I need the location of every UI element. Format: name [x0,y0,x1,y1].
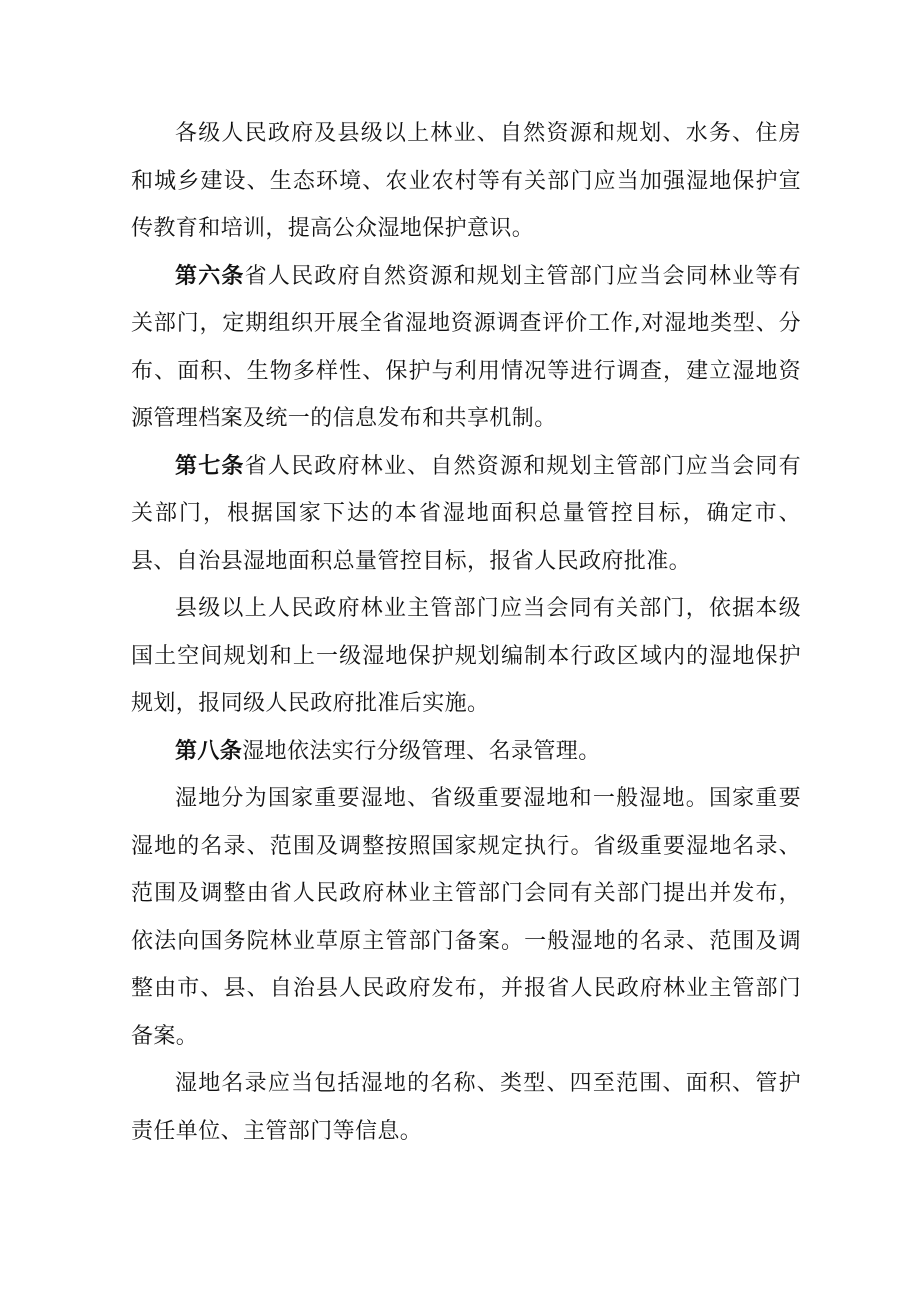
paragraph-article-8 [131,728,801,776]
paragraph-text: 各级人民政府及县级以上林业、自然资源和规划、水务、住房和城乡建设、生态环境、农业农村等有关部门应当加强湿地保护宣传教育和培训，提高公众湿地保护意识。 [131,121,801,241]
article-number: 第六条 [175,263,245,289]
article-number: 第七条 [175,453,245,479]
article-number: 第八条 [175,738,243,764]
paragraph-article-7 [131,443,801,586]
paragraph-article-6 [131,253,801,443]
paragraph-text: 县级以上人民政府林业主管部门应当会同有关部门，依据本级国土空间规划和上一级湿地保护规划编制本行政区域内的湿地保护规划，报同级人民政府批准后实施。 [131,596,801,716]
paragraph-text: 省人民政府自然资源和规划主管部门应当会同林业等有关部门，定期组织开展全省湿地资源调查评价工作,对湿地类型、分布、面积、生物多样性、保护与利用情况等进行调查，建立湿地资源管理档案及统一的信息发布和共享机制。 [131,263,802,431]
paragraph-text: 湿地名录应当包括湿地的名称、类型、四至范围、面积、管护责任单位、主管部门等信息。 [131,1071,801,1144]
paragraph-text: 省人民政府林业、自然资源和规划主管部门应当会同有关部门，根据国家下达的本省湿地面积总量管控目标，确定市、县、自治县湿地面积总量管控目标，报省人民政府批准。 [131,453,802,574]
document-body [131,110,801,1155]
paragraph-publicity [131,110,801,253]
paragraph-wetland-list [131,1060,801,1155]
paragraph-text: 湿地依法实行分级管理、名录管理。 [242,738,601,764]
paragraph-wetland-classes [131,775,801,1060]
paragraph-planning [131,585,801,728]
paragraph-text: 湿地分为国家重要湿地、省级重要湿地和一般湿地。国家重要湿地的名录、范围及调整按照国家规定执行。省级重要湿地名录、范围及调整由省人民政府林业主管部门会同有关部门提出并发布，依法向国务院林业草原主管部门备案。一般湿地的名录、范围及调整由市、县、自治县人民政府发布，并报省人民政府林业主管部门备案。 [131,786,801,1049]
